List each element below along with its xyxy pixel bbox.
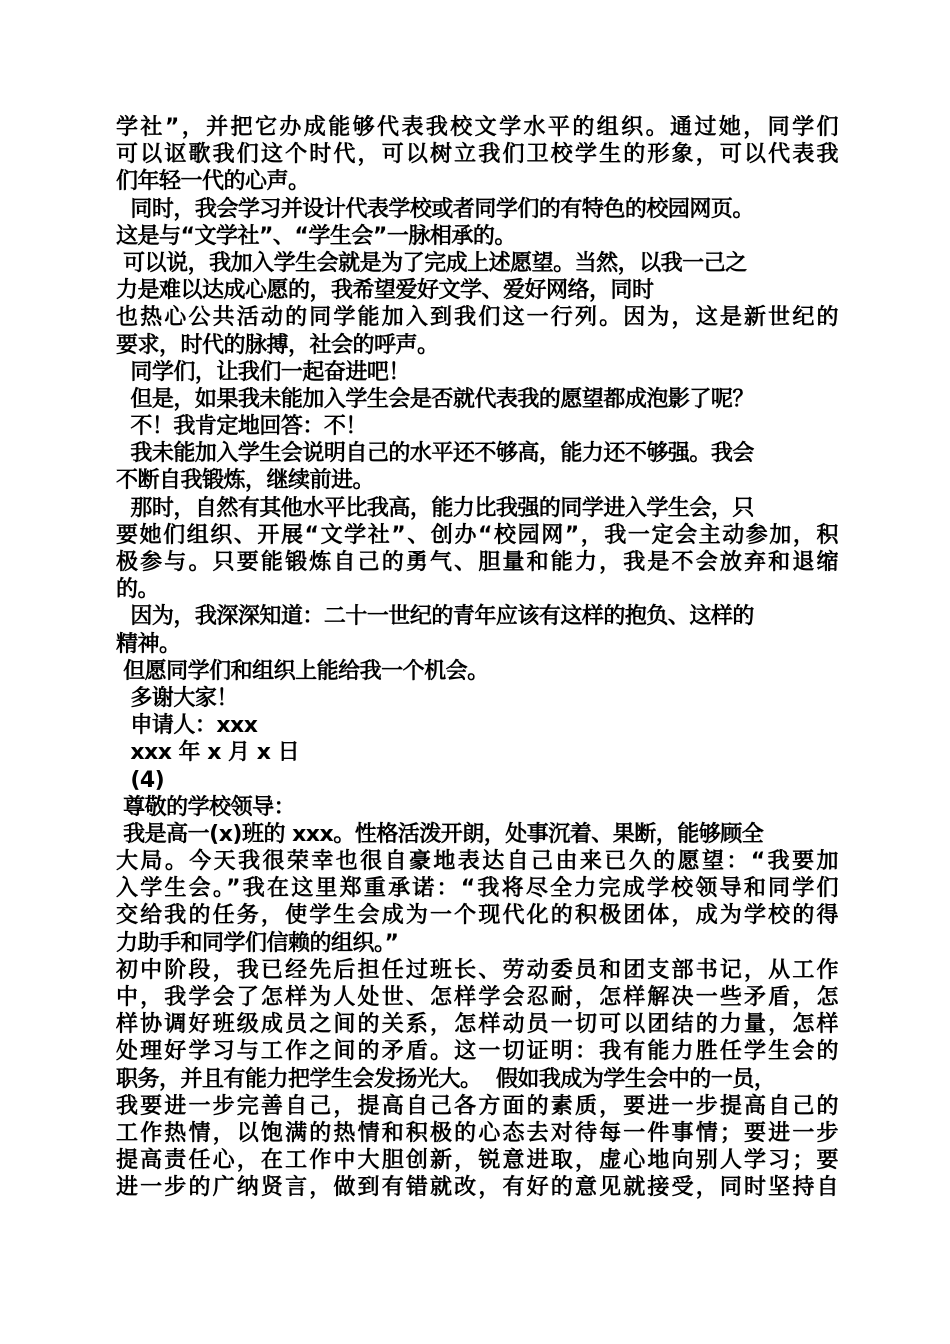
text-line: 但是，如果我未能加入学生会是否就代表我的愿望都成泡影了呢？ — [116, 386, 754, 412]
text-line: 初中阶段，我已经先后担任过班长、劳动委员和团支部书记，从工作 — [116, 957, 838, 983]
document-body — [116, 114, 838, 1202]
text-line: 处理好学习与工作之间的矛盾。这一切证明：我有能力胜任学生会的 — [116, 1039, 838, 1065]
text-line: 因为，我深深知道：二十一世纪的青年应该有这样的抱负、这样的 — [116, 604, 754, 630]
text-line: 中，我学会了怎样为人处世、怎样学会忍耐，怎样解决一些矛盾，怎 — [116, 985, 838, 1010]
text-line: 极参与。只要能锻炼自己的勇气、胆量和能力，我是不会放弃和退缩 — [116, 550, 838, 575]
text-line: 可以说，我加入学生会就是为了完成上述愿望。当然，以我一己之 — [116, 250, 747, 276]
text-line: 们年轻一代的心声。 — [116, 169, 310, 195]
text-line: 多谢大家！ — [116, 685, 238, 711]
text-line: 提高责任心，在工作中大胆创新，锐意进取，虚心地向别人学习；要 — [116, 1148, 838, 1174]
text-line: 可以讴歌我们这个时代，可以树立我们卫校学生的形象，可以代表我 — [116, 142, 838, 168]
text-line: 大局。今天我很荣幸也很自豪地表达自己由来已久的愿望：“我要加 — [116, 849, 838, 875]
text-line: 要她们组织、开展“文学社”、创办“校园网”，我一定会主动参加，积 — [116, 522, 838, 548]
text-line: 职务，并且有能力把学生会发扬光大。 假如我成为学生会中的一员， — [116, 1066, 776, 1092]
text-line: 力是难以达成心愿的，我希望爱好文学、爱好网络，同时 — [116, 278, 654, 304]
text-line: 入学生会。”我在这里郑重承诺：“我将尽全力完成学校领导和同学们 — [116, 876, 838, 902]
text-line: 我要进一步完善自己，提高自己各方面的素质，要进一步提高自己的 — [116, 1093, 838, 1119]
salutation: 尊敬的学校领导： — [116, 794, 296, 820]
text-line: 力助手和同学们信赖的组织。” — [116, 930, 399, 956]
date-line: xxx 年 x 月 x 日 — [116, 740, 300, 766]
text-line: 我未能加入学生会说明自己的水平还不够高，能力还不够强。我会 — [116, 441, 754, 467]
text-line: 不断自我锻炼，继续前进。 — [116, 468, 375, 494]
text-line: 交给我的任务，使学生会成为一个现代化的积极团体，成为学校的得 — [116, 903, 838, 929]
text-line: 精神。 — [116, 631, 181, 657]
text-line: 那时，自然有其他水平比我高，能力比我强的同学进入学生会，只 — [116, 495, 754, 521]
signature-line: 申请人：xxx — [116, 713, 258, 739]
text-line: 进一步的广纳贤言，做到有错就改，有好的意见就接受，同时坚持自 — [116, 1175, 838, 1201]
text-line: 但愿同学们和组织上能给我一个机会。 — [116, 658, 489, 684]
text-line: 的。 — [116, 577, 160, 603]
text-line: 学社”，并把它办成能够代表我校文学水平的组织。通过她，同学们 — [116, 115, 838, 140]
text-line: 要求，时代的脉搏，社会的呼声。 — [116, 332, 439, 358]
text-line: 工作热情，以饱满的热情和积极的心态去对待每一件事情；要进一步 — [116, 1120, 838, 1146]
section-number: (4) — [116, 767, 165, 793]
text-line: 同学们，让我们一起奋进吧！ — [116, 359, 410, 385]
text-line: 同时，我会学习并设计代表学校或者同学们的有特色的校园网页。 — [116, 196, 754, 222]
text-line: 不！我肯定地回答：不！ — [116, 414, 367, 440]
text-line: 我是高一(x)班的 xxx。性格活泼开朗，处事沉着、果断，能够顾全 — [116, 821, 764, 847]
text-line: 也热心公共活动的同学能加入到我们这一行列。因为，这是新世纪的 — [116, 305, 838, 331]
text-line: 样协调好班级成员之间的关系，怎样动员一切可以团结的力量，怎样 — [116, 1012, 838, 1038]
text-line: 这是与“文学社”、“学生会”一脉相承的。 — [116, 223, 516, 249]
